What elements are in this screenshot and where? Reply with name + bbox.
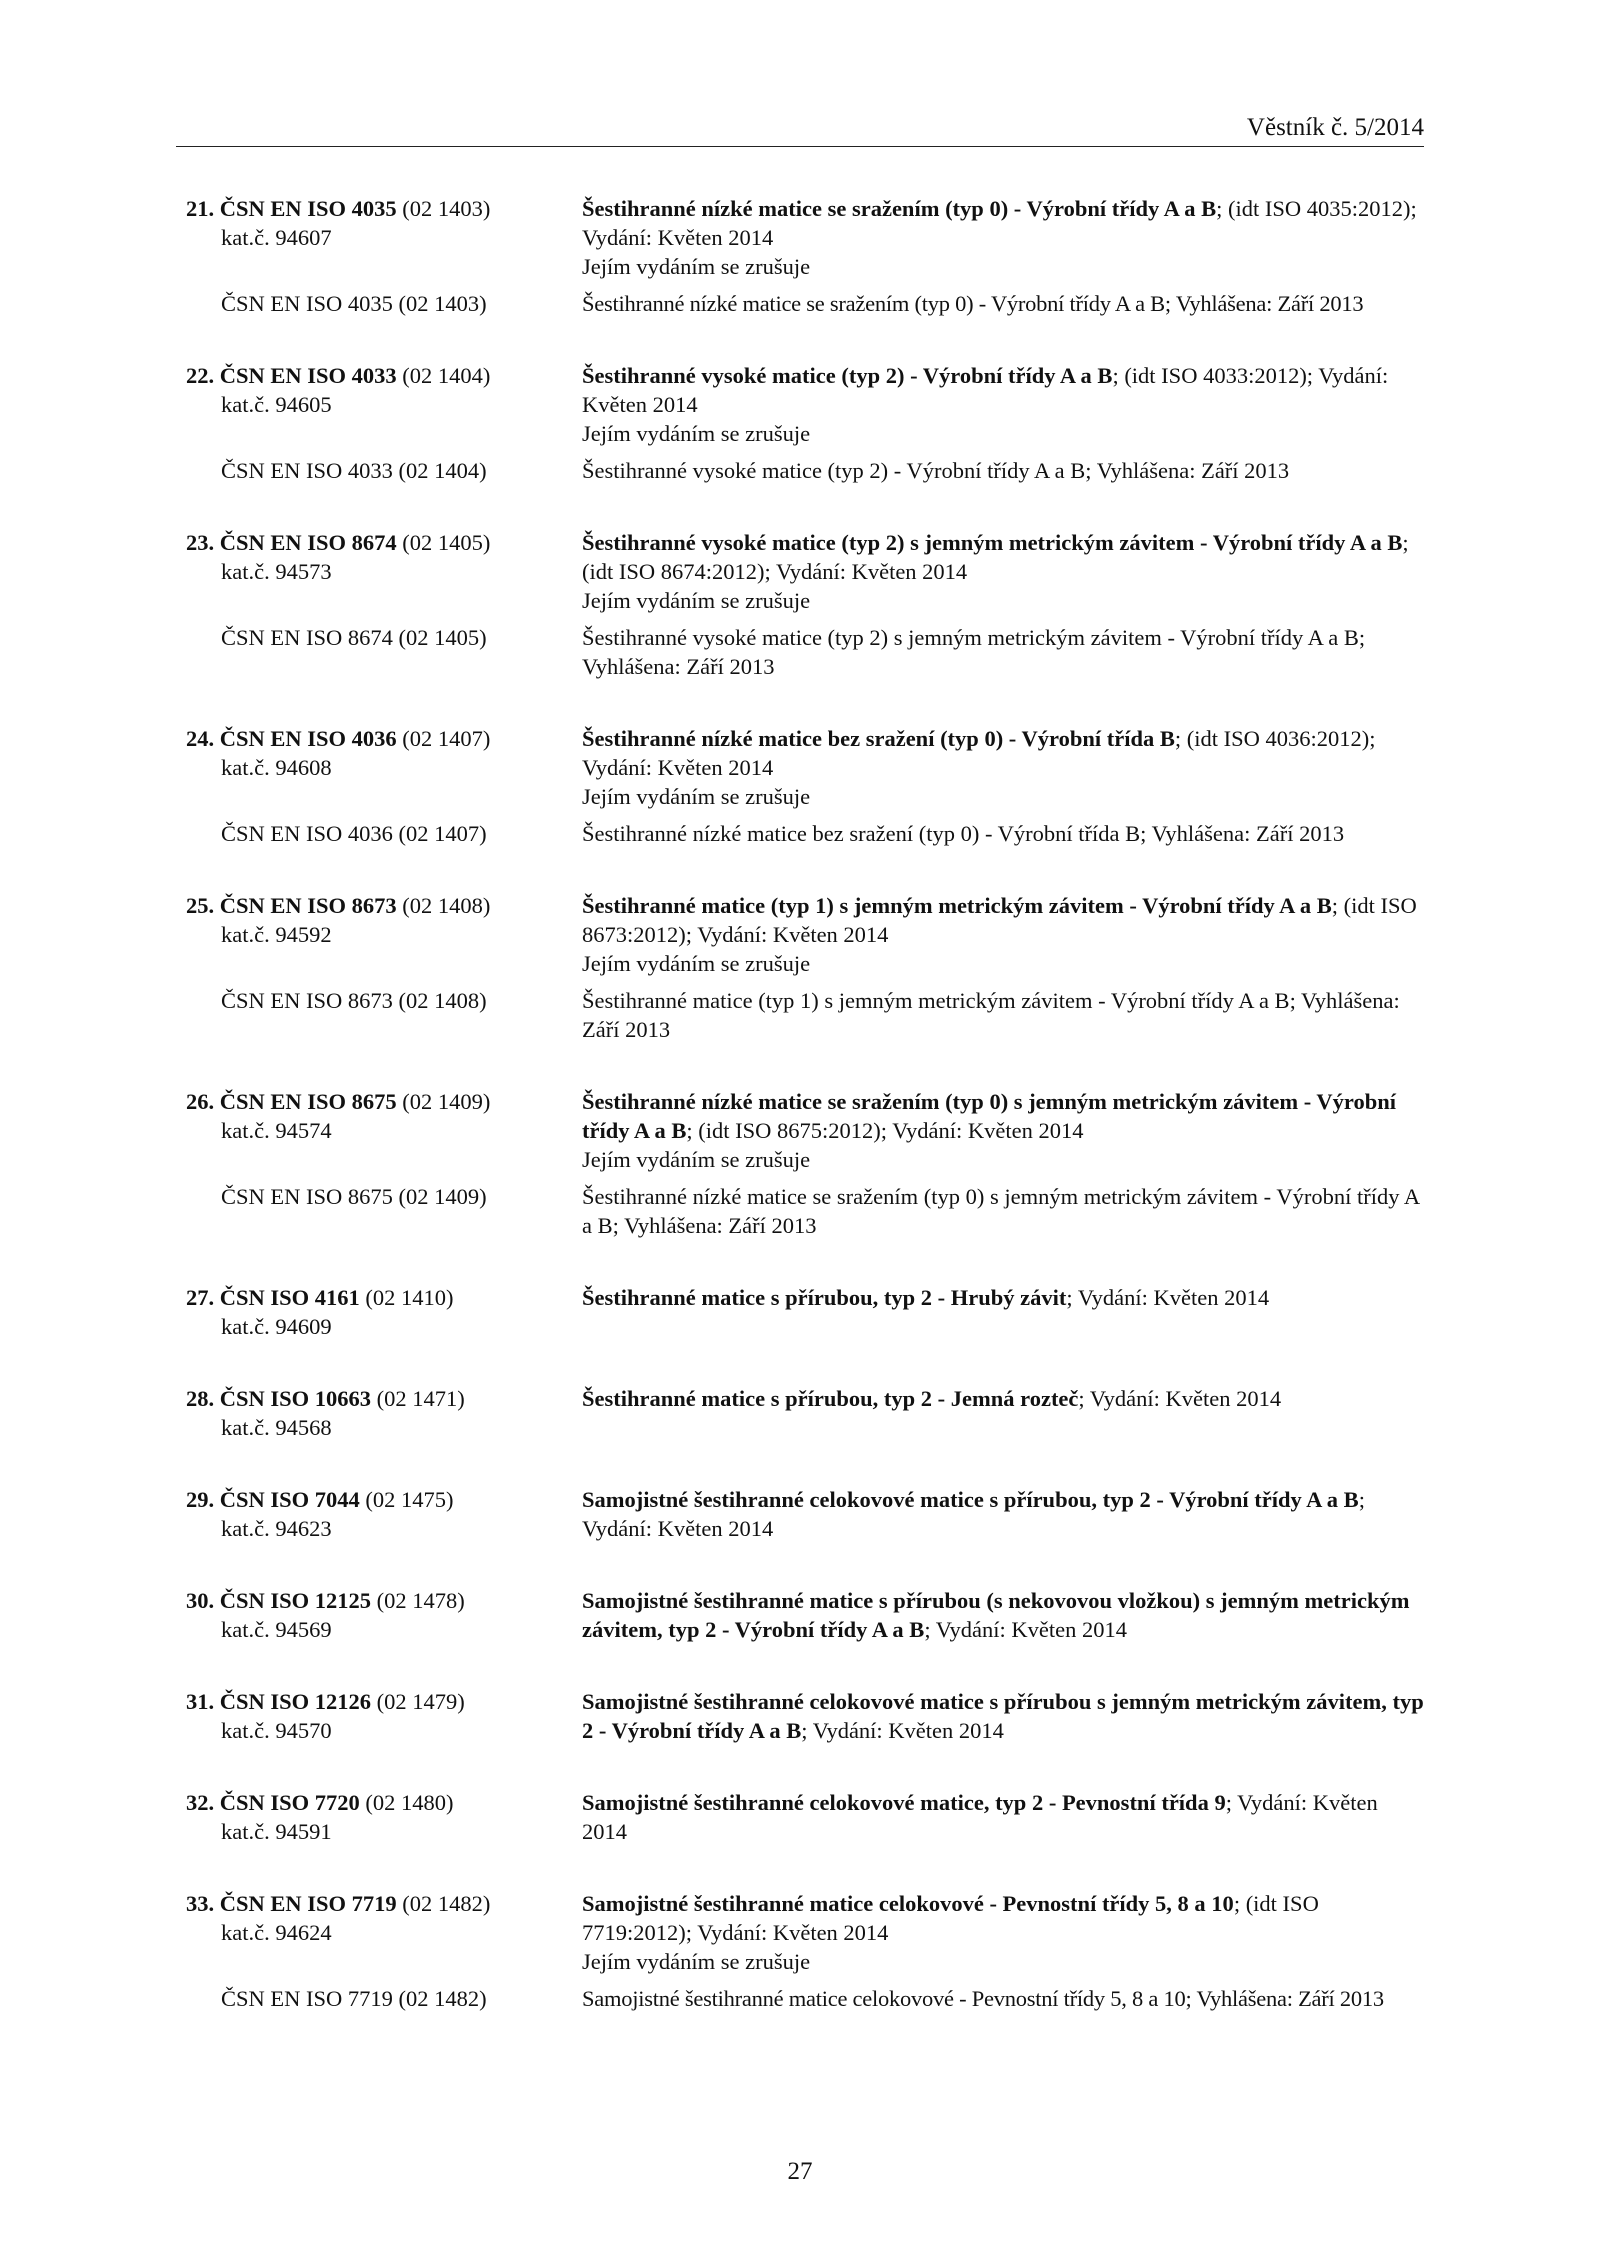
standard-entry-21 [176,194,1428,318]
standard-number: ČSN ISO 12125 [219,1588,372,1613]
standard-title-rest: ; (idt ISO 8675:2012); Vydání: Květen 2014 [686,1118,1084,1143]
standard-number: ČSN ISO 10663 [219,1386,372,1411]
header-rule [176,146,1424,147]
standard-title-rest: ; Vydání: Květen 2014 [582,1790,1378,1844]
entry-number: 27. [186,1285,215,1310]
standard-title-rest: ; Vydání: Květen 2014 [1078,1386,1282,1411]
standard-title [582,891,1428,949]
cancel-note: Jejím vydáním se zrušuje [582,421,811,446]
catalog-number: kat.č. 94569 [221,1617,332,1642]
class-code: (02 1482) [396,1891,491,1916]
catalog-number: kat.č. 94573 [221,559,332,584]
cancel-note: Jejím vydáním se zrušuje [582,784,811,809]
standard-id [186,1788,582,1817]
standard-id [186,1087,582,1116]
catalog-number: kat.č. 94591 [221,1819,332,1844]
standard-title-rest: ; (idt ISO 8673:2012); Vydání: Květen 2014 [582,893,1417,947]
new-standard-row [176,1889,1428,1976]
new-standard-row [176,1087,1428,1174]
standard-title-bold: Šestihranné matice s přírubou, typ 2 - Jemná rozteč [582,1386,1079,1411]
standard-title [582,1485,1428,1543]
standard-entry-32 [176,1788,1428,1846]
class-code: (02 1480) [359,1790,454,1815]
standard-entry-23 [176,528,1428,681]
standard-id [186,891,582,920]
entry-number: 22. [186,363,215,388]
replaced-standard-title: Samojistné šestihranné matice celokovové - Pevnostní třídy 5, 8 a 10; Vyhlášena: Září 2013 [582,1986,1384,2011]
catalog-number: kat.č. 94574 [221,1118,332,1143]
replaced-standard-number: ČSN EN ISO 4036 (02 1407) [221,821,487,846]
standard-title-bold: Šestihranné nízké matice se sražením (typ 0) s jemným metrickým závitem - Výrobní třídy A a B [582,1089,1397,1143]
replaced-standard-title: Šestihranné vysoké matice (typ 2) - Výrobní třídy A a B; Vyhlášena: Září 2013 [582,458,1290,483]
standard-number: ČSN ISO 7720 [219,1790,360,1815]
cancel-note: Jejím vydáním se zrušuje [582,1949,811,1974]
standard-title-rest: ; Vydání: Květen 2014 [1066,1285,1270,1310]
standard-title [582,528,1428,586]
standard-title-rest: ; Vydání: Květen 2014 [801,1718,1004,1743]
replaced-standard-number: ČSN EN ISO 8675 (02 1409) [221,1184,487,1209]
entry-number: 31. [186,1689,215,1714]
standard-id [186,528,582,557]
entry-number: 23. [186,530,215,555]
replaced-standard-row [176,819,1428,848]
standard-number: ČSN EN ISO 4035 [219,196,397,221]
entry-number: 28. [186,1386,215,1411]
class-code: (02 1408) [396,893,491,918]
standard-title [582,194,1428,252]
standard-title-bold: Samojistné šestihranné matice s přírubou (s nekovovou vložkou) s jemným metrickým závitem, typ 2 - Výrobní třídy A a B [582,1588,1410,1642]
standard-entry-28 [176,1384,1428,1442]
standard-title-bold: Šestihranné vysoké matice (typ 2) s jemným metrickým závitem - Výrobní třídy A a B [582,530,1403,555]
standard-number: ČSN EN ISO 8673 [219,893,397,918]
cancel-note: Jejím vydáním se zrušuje [582,588,811,613]
standard-title [582,1889,1428,1947]
standard-entry-25 [176,891,1428,1044]
standard-title [582,1687,1428,1745]
standard-title-bold: Šestihranné nízké matice bez sražení (typ 0) - Výrobní třída B [582,726,1175,751]
catalog-number: kat.č. 94605 [221,392,332,417]
entry-number: 32. [186,1790,215,1815]
cancel-note: Jejím vydáním se zrušuje [582,254,811,279]
standard-title [582,1283,1428,1312]
standard-id [186,1485,582,1514]
new-standard-row [176,891,1428,978]
catalog-number: kat.č. 94624 [221,1920,332,1945]
standard-title-bold: Samojistné šestihranné celokovové matice s přírubou, typ 2 - Výrobní třídy A a B [582,1487,1359,1512]
catalog-number: kat.č. 94568 [221,1415,332,1440]
standard-id [186,1687,582,1716]
standard-title [582,724,1428,782]
entry-number: 26. [186,1089,215,1114]
standard-entry-22 [176,361,1428,485]
standard-entry-29 [176,1485,1428,1543]
class-code: (02 1404) [396,363,491,388]
class-code: (02 1471) [371,1386,465,1411]
new-standard-row [176,528,1428,615]
standard-number: ČSN EN ISO 8675 [219,1089,397,1114]
standard-title-bold: Šestihranné matice (typ 1) s jemným metrickým závitem - Výrobní třídy A a B [582,893,1332,918]
standard-entry-24 [176,724,1428,848]
replaced-standard-row [176,1984,1428,2013]
replaced-standard-number: ČSN EN ISO 8674 (02 1405) [221,625,487,650]
replaced-standard-title: Šestihranné matice (typ 1) s jemným metrickým závitem - Výrobní třídy A a B; Vyhlášena: Září 2013 [582,988,1400,1042]
standard-number: ČSN EN ISO 4036 [219,726,397,751]
catalog-number: kat.č. 94592 [221,922,332,947]
new-standard-row [176,724,1428,811]
entry-number: 25. [186,893,215,918]
new-standard-row [176,1788,1428,1846]
catalog-number: kat.č. 94609 [221,1314,332,1339]
standard-id [186,1889,582,1918]
entry-number: 29. [186,1487,215,1512]
new-standard-row [176,361,1428,448]
standard-id [186,1283,582,1312]
standard-number: ČSN ISO 7044 [219,1487,360,1512]
standard-title-bold: Samojistné šestihranné matice celokovové - Pevnostní třídy 5, 8 a 10 [582,1891,1234,1916]
replaced-standard-title: Šestihranné vysoké matice (typ 2) s jemným metrickým závitem - Výrobní třídy A a B; Vyhlášena: Září 2013 [582,625,1366,679]
standard-id [186,194,582,223]
replaced-standard-row [176,1182,1428,1240]
standard-number: ČSN EN ISO 7719 [219,1891,397,1916]
standard-entry-26 [176,1087,1428,1240]
class-code: (02 1409) [396,1089,491,1114]
standard-title-bold: Šestihranné nízké matice se sražením (typ 0) - Výrobní třídy A a B [582,196,1217,221]
class-code: (02 1405) [396,530,491,555]
class-code: (02 1403) [396,196,491,221]
standard-title [582,1788,1428,1846]
standard-title-rest: ; Vydání: Květen 2014 [582,1487,1365,1541]
new-standard-row [176,1586,1428,1644]
standard-title [582,1087,1428,1145]
new-standard-row [176,1485,1428,1543]
standard-title [582,1384,1428,1413]
standard-entry-33 [176,1889,1428,2013]
catalog-number: kat.č. 94570 [221,1718,332,1743]
standard-id [186,1586,582,1615]
standard-number: ČSN EN ISO 4033 [219,363,397,388]
new-standard-row [176,1687,1428,1745]
standard-title-bold: Samojistné šestihranné celokovové matice, typ 2 - Pevnostní třída 9 [582,1790,1226,1815]
replaced-standard-row [176,289,1428,318]
class-code: (02 1410) [359,1285,454,1310]
standard-title-bold: Šestihranné vysoké matice (typ 2) - Výrobní třídy A a B [582,363,1113,388]
standard-title [582,1586,1428,1644]
replaced-standard-number: ČSN EN ISO 8673 (02 1408) [221,988,487,1013]
cancel-note: Jejím vydáním se zrušuje [582,1147,811,1172]
standard-title-rest: ; (idt ISO 8674:2012); Vydání: Květen 2014 [582,530,1409,584]
replaced-standard-number: ČSN EN ISO 7719 (02 1482) [221,1986,487,2011]
replaced-standard-row [176,623,1428,681]
standard-title-bold: Šestihranné matice s přírubou, typ 2 - Hrubý závit [582,1285,1067,1310]
standard-id [186,361,582,390]
class-code: (02 1479) [371,1689,465,1714]
standard-title-rest: ; (idt ISO 4033:2012); Vydání: Květen 2014 [582,363,1389,417]
standard-number: ČSN ISO 12126 [219,1689,372,1714]
class-code: (02 1407) [396,726,491,751]
page-number: 27 [787,2158,813,2185]
entry-number: 21. [186,196,215,221]
replaced-standard-number: ČSN EN ISO 4035 (02 1403) [221,291,487,316]
standard-title-rest: ; (idt ISO 7719:2012); Vydání: Květen 2014 [582,1891,1319,1945]
standards-list [176,194,1428,2056]
class-code: (02 1478) [371,1588,465,1613]
standard-id [186,724,582,753]
catalog-number: kat.č. 94608 [221,755,332,780]
new-standard-row [176,1283,1428,1341]
new-standard-row [176,194,1428,281]
entry-number: 30. [186,1588,215,1613]
catalog-number: kat.č. 94623 [221,1516,332,1541]
replaced-standard-row [176,986,1428,1044]
catalog-number: kat.č. 94607 [221,225,332,250]
standard-entry-27 [176,1283,1428,1341]
standard-entry-30 [176,1586,1428,1644]
replaced-standard-title: Šestihranné nízké matice bez sražení (typ 0) - Výrobní třída B; Vyhlášena: Září 2013 [582,821,1345,846]
standard-number: ČSN ISO 4161 [219,1285,360,1310]
replaced-standard-title: Šestihranné nízké matice se sražením (typ 0) - Výrobní třídy A a B; Vyhlášena: Září 2013 [582,291,1364,316]
replaced-standard-title: Šestihranné nízké matice se sražením (typ 0) s jemným metrickým závitem - Výrobní třídy A a B; Vyhlášena: Září 2013 [582,1184,1419,1238]
class-code: (02 1475) [359,1487,454,1512]
entry-number: 33. [186,1891,215,1916]
entry-number: 24. [186,726,215,751]
standard-id [186,1384,582,1413]
standard-title-rest: ; Vydání: Květen 2014 [924,1617,1127,1642]
standard-entry-31 [176,1687,1428,1745]
new-standard-row [176,1384,1428,1442]
standard-title-bold: Samojistné šestihranné celokovové matice s přírubou s jemným metrickým závitem, typ 2 - Výrobní třídy A a B [582,1689,1424,1743]
replaced-standard-row [176,456,1428,485]
standard-title-rest: ; (idt ISO 4035:2012); Vydání: Květen 2014 [582,196,1417,250]
standard-title [582,361,1428,419]
standard-number: ČSN EN ISO 8674 [219,530,397,555]
standard-title-rest: ; (idt ISO 4036:2012); Vydání: Květen 2014 [582,726,1376,780]
replaced-standard-number: ČSN EN ISO 4033 (02 1404) [221,458,487,483]
cancel-note: Jejím vydáním se zrušuje [582,951,811,976]
bulletin-header: Věstník č. 5/2014 [1246,114,1424,141]
